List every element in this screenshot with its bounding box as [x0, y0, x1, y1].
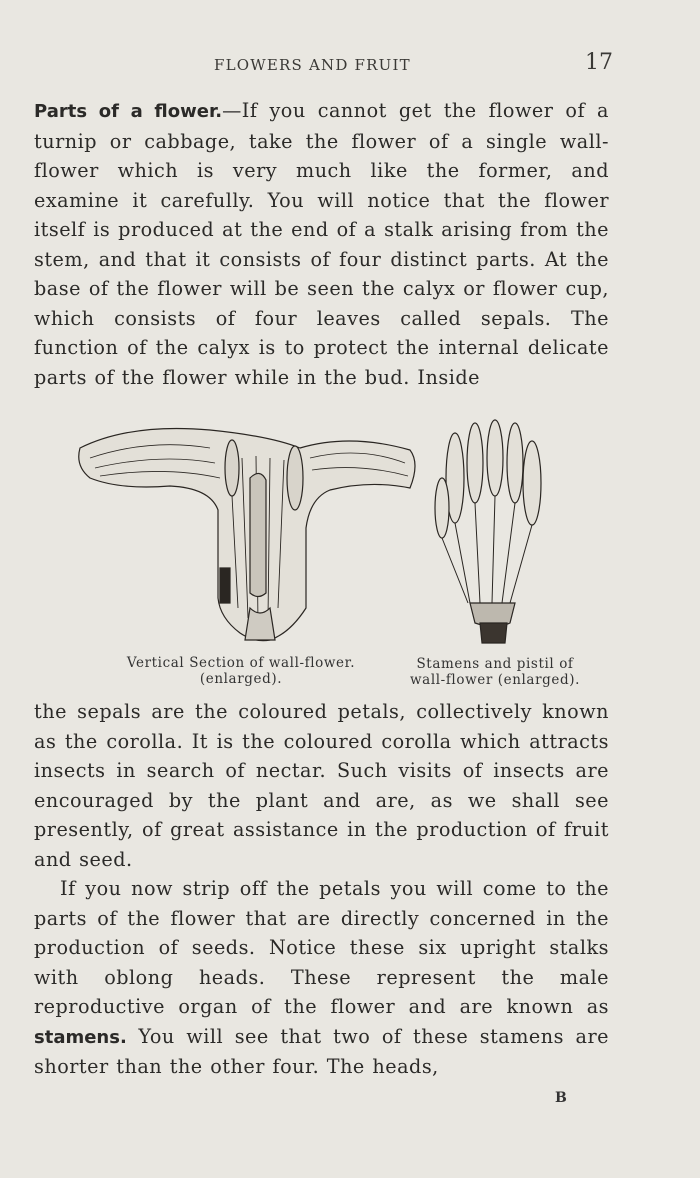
stamens-pistil-illustration: [435, 420, 541, 643]
signature-mark: B: [555, 1090, 567, 1106]
left-caption-line2: (enlarged).: [199, 671, 283, 687]
section-heading: Parts of a flower.: [34, 101, 223, 122]
stamens-term: stamens.: [34, 1026, 127, 1048]
paragraph-stamens: [34, 874, 609, 1082]
left-figure-caption: [110, 655, 372, 687]
right-caption-line2: wall-flower (enlarged).: [410, 672, 580, 688]
flower-illustrations: [70, 418, 630, 648]
page-number: 17: [585, 50, 613, 75]
stamens-text-after: You will see that two of these stamens are shorter than the other four. The heads,: [34, 1024, 609, 1078]
right-caption-line1: Stamens and pistil of: [416, 656, 574, 672]
running-title: FLOWERS AND FRUIT: [214, 56, 411, 74]
paragraph-corolla: the sepals are the coloured petals, collectively known as the corolla. It is the coloured corolla which attracts insects in search of nectar. Such visits of insects are encouraged by the plant and are, as we shall see presently, of great assistance in the production of fruit and seed.: [34, 700, 609, 871]
body-text-continued: [34, 697, 609, 1082]
left-caption-line1: Vertical Section of wall-flower.: [126, 655, 356, 671]
vertical-section-illustration: [79, 428, 415, 640]
stamens-text-before: If you now strip off the petals you will come to the parts of the flower that are directly concerned in the production of seeds. Notice these six upright stalks with oblong heads. These represent the male reproductive organ of the flower and are known as: [34, 877, 609, 1018]
page-header: [0, 50, 700, 80]
paragraph-text: —If you cannot get the flower of a turnip or cabbage, take the flower of a single wall-flower which is very much like the former, and examine it carefully. You will notice that the flower itself is produced at the end of a stalk arising from the stem, and that it consists of four distinct parts. At the base of the flower will be seen the calyx or flower cup, which consists of four leaves called sepals. The function of the calyx is to protect the internal delicate parts of the flower while in the bud. Inside: [34, 99, 609, 389]
paragraph-parts-of-flower: [34, 96, 609, 392]
right-figure-caption: [395, 656, 595, 688]
